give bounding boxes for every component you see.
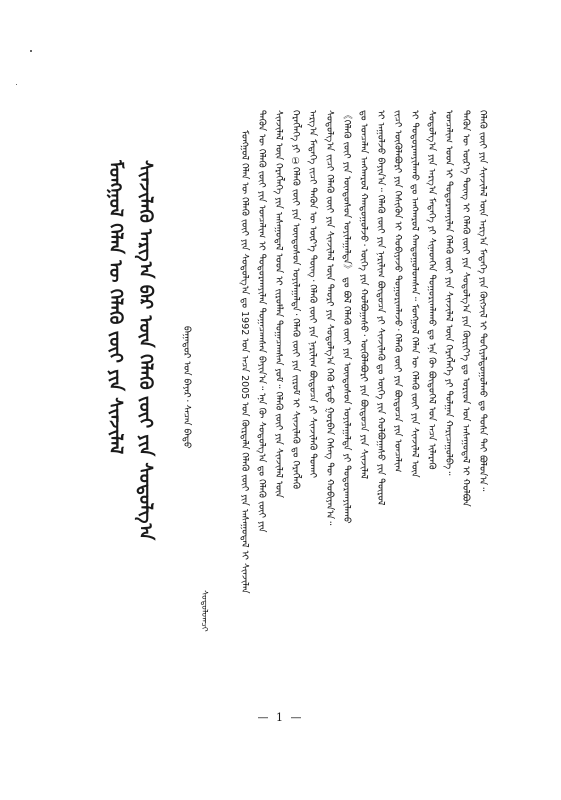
title-line-1: ᠮᠣᠩᠭᠤᠯ ᠬᠡᠯᠡᠨ ᠦ ᠬᠡᠯᠡᠬᠦ ᠵᠦᠢ ᠶᠢᠨ ᠰᠢᠨᠵᠢᠯᠡᠯ bbox=[105, 160, 126, 455]
body-column-1: ᠮᠣᠩᠭᠤᠯ ᠬᠡᠯᠡᠨ ᠦ ᠬᠡᠯᠡᠬᠦ ᠵᠦᠢ ᠶᠢᠨ ᠰᠤᠳᠤᠯᠭ᠎ᠠ ᠳᠤ 1992 ᠣᠨ ᠠᠴᠠ 2005 ᠣᠨ ᠬᠦᠷᠲᠡᠯᠡ ᠬᠡᠯᠡᠬᠦ ᠵᠦᠢ ᠶᠢᠨ ᠠᠰᠠᠭᠤᠳᠠᠯ ᠢ ᠰᠢᠨᠵᠢᠯᠡᠨ bbox=[239, 130, 250, 594]
body-column-15: ᠬᠡᠯᠡᠬᠦ ᠵᠦᠢ ᠶᠢᠨ ᠰᠢᠨᠵᠢᠯᠡᠯ ᠦᠨ ᠠᠷᠭ᠎ᠠ ᠮᠡᠳᠡᠭᠡ ᠶᠢᠨ ᠬᠥᠭᠵᠢᠯ ᠢ ᠲᠣᠬᠢᠶᠠᠯᠳᠤᠭᠤᠯᠬᠤ ᠳᠤ ᠲᠤᠰᠠ ᠲᠠᠢ ᠪᠣᠯᠤᠨ᠎ᠠ᠃ bbox=[477, 110, 488, 492]
body-column-8: ᠳᠤ ᠣᠨᠴᠠᠯᠠᠨ ᠠᠩᠬᠠᠷᠤᠯ ᠬᠠᠨᠳᠤᠭᠤᠯᠵᠤ᠂ ᠦᠭᠡ ᠶᠢᠨ ᠬᠣᠯᠪᠤᠭᠠᠰᠤ᠂ ᠥᠭᠦᠯᠡᠪᠦᠷᠢ ᠶᠢᠨ ᠪᠦᠲᠦᠴᠡ ᠶᠢᠨ ᠰᠢᠨᠵᠢᠯᠡᠯ bbox=[358, 110, 369, 480]
body-column-13: ᠣᠨᠴᠠᠯᠢᠭ ᠤᠳ ᠢ ᠲᠣᠳᠣᠷᠬᠠᠶᠢᠯᠠᠨ ᠬᠡᠯᠡᠬᠦ ᠵᠦᠢ ᠶᠢᠨ ᠰᠢᠨᠵᠢᠯᠡᠯ ᠦᠨ ᠬᠡᠷᠡᠭᠯᠡᠭᠡ ᠶᠢ ᠲᠤᠯᠭᠠᠨ ᠬᠠᠷᠢᠴᠠᠭᠤᠯᠪᠠ᠃ bbox=[443, 110, 454, 476]
page-number: — 1 — bbox=[257, 711, 304, 724]
body-column-6: ᠰᠤᠳᠤᠯᠭ᠎ᠠ ᠵᠢᠴᠢ ᠬᠡᠯᠡᠬᠦ ᠵᠦᠢ ᠶᠢᠨ ᠰᠢᠨᠵᠢᠯᠡᠯ ᠦᠨ ᠲᠡᠤᠷᠢ ᠶᠢᠨ ᠰᠤᠳᠤᠯᠭ᠎ᠠ ᠭᠡᠬᠦ ᠮᠡᠲᠦ ᠭᠤᠷᠪᠠᠨ ᠬᠡᠰᠡᠭ ᠲᠦ ᠬᠤᠪᠢᠶᠠᠨ᠎ᠠ᠃ bbox=[324, 110, 335, 526]
body-column-9: ᠢ ᠠᠭᠤᠯᠵᠤ ᠪᠠᠶᠢᠨ᠎ᠠ᠃ ᠬᠡᠯᠡᠬᠦ ᠵᠦᠢ ᠶᠢᠨ ᠨᠠᠷᠢᠯᠢᠭ ᠪᠦᠲᠦᠴᠡ ᠶᠢ ᠰᠢᠨᠵᠢᠯᠡᠬᠦ ᠳᠤ ᠦᠭᠡ ᠶᠢᠨ ᠬᠣᠯᠪᠤᠭᠠᠰᠤ ᠶᠢᠨ ᠲᠦᠷᠦᠯ bbox=[375, 110, 386, 506]
body-column-10: ᠵᠢᠴᠢ ᠥᠭᠦᠯᠡᠪᠦᠷᠢ ᠶᠢᠨ ᠭᠡᠰᠢᠭᠦᠨ ᠢ ᠬᠤᠪᠢᠶᠠᠵᠤ ᠲᠣᠭᠤᠷᠢᠭᠯᠠᠵᠤ᠂ ᠬᠡᠯᠡᠬᠦ ᠵᠦᠢ ᠶᠢᠨ ᠪᠦᠲᠦᠴᠡ ᠶᠢᠨ ᠣᠨᠴᠠᠯᠢᠭ bbox=[392, 110, 403, 473]
body-column-2: ᠲᠡᠭᠦᠨ ᠦ ᠬᠡᠯᠡᠬᠦ ᠵᠦᠢ ᠶᠢᠨ ᠣᠨᠴᠠᠯᠢᠭ ᠢ ᠲᠣᠳᠣᠷᠬᠠᠶᠢᠯᠠᠨ ᠲᠣᠭᠠᠴᠠᠭᠰᠠᠨ ᠪᠠᠶᠢᠨ᠎ᠠ᠃ ᠡᠨᠡ ᠬᠦ ᠰᠤᠳᠤᠯᠭ᠎ᠠ ᠳᠤ ᠬᠡᠯᠡᠬᠦ ᠵᠦᠢ ᠶᠢᠨ bbox=[256, 110, 267, 533]
body-column-5: ᠠᠷᠭ᠎ᠠ ᠮᠡᠳᠡᠭᠡ ᠵᠢᠴᠢ ᠲᠡᠭᠦᠨ ᠦ ᠦᠷ᠎ᠡ ᠳᠦᠩ᠂ ᠬᠡᠯᠡᠬᠦ ᠵᠦᠢ ᠶᠢᠨ ᠨᠠᠷᠢᠯᠢᠭ ᠪᠦᠲᠦᠴᠡ ᠶᠢ ᠰᠢᠨᠵᠢᠯᠡᠬᠦ ᠲᠤᠬᠠᠢ bbox=[307, 110, 318, 479]
scan-speck bbox=[30, 50, 32, 52]
body-column-4: ᠬᠡᠷᠡᠭᠯᠡᠭᠡ ᠶᠢ ①ᠬᠡᠯᠡᠬᠦ ᠵᠦᠢ ᠶᠢᠨ ᠦᠨᠳᠦᠰᠦᠨ ᠣᠶᠢᠯᠠᠭᠠᠯᠲᠠ᠂ ᠬᠡᠯᠡᠬᠦ ᠵᠦᠢ ᠶᠢᠨ ᠵᠢᠷᠤᠮ ᠢ ᠰᠢᠨᠵᠢᠯᠡᠬᠦ ᠳᠤ ᠬᠡᠷᠡᠭᠯᠡᠬᠦ bbox=[290, 110, 301, 490]
body-column-3: ᠰᠢᠨᠵᠢᠯᠡᠯ ᠦᠨ ᠬᠡᠷᠡᠭᠯᠡᠭᠡ ᠶᠢᠨ ᠠᠰᠠᠭᠤᠳᠠᠯ ᠤᠳ ᠢ ᠵᠢᠷᠤᠮᠯᠠᠨ ᠲᠣᠭᠠᠴᠠᠭᠰᠠᠨ ᠶᠤᠮ᠃ ᠬᠡᠯᠡᠬᠦ ᠵᠦᠢ ᠶᠢᠨ ᠰᠢᠨᠵᠢᠯᠡᠯ ᠦᠨ bbox=[273, 110, 284, 498]
title-line-2: ᠰᠢᠨᠵᠢᠯᠡᠬᠦ ᠠᠷᠭ᠎ᠠ ᠪᠠᠷ ᠦᠨ ᠬᠡᠯᠡᠬᠦ ᠵᠦᠢ ᠶᠢᠨ ᠰᠤᠳᠤᠯᠭ᠎ᠠ bbox=[135, 160, 156, 541]
author-byline-prefix: ᠰᠤᠳᠤᠯᠤᠭᠴᠢ bbox=[199, 590, 209, 632]
author-byline: ᠪᠠᠭᠠᠲᠤᠷ ᠤᠨ ᠪᠠᠶᠠᠷ᠂ ᠰᠡᠴᠡᠨ ᠪᠠᠲᠤ bbox=[181, 326, 192, 449]
body-column-11: ᠢ ᠲᠣᠳᠣᠷᠬᠠᠶᠢᠯᠠᠬᠤ ᠳᠤ ᠠᠩᠬᠠᠷᠤᠯ ᠬᠠᠨᠳᠤᠭᠤᠯᠤᠭᠰᠠᠨ᠃ ᠮᠣᠩᠭᠤᠯ ᠬᠡᠯᠡᠨ ᠦ ᠬᠡᠯᠡᠬᠦ ᠵᠦᠢ ᠶᠢᠨ ᠰᠢᠨᠵᠢᠯᠡᠯ ᠦᠨ bbox=[409, 110, 420, 478]
body-column-14: ᠲᠡᠭᠦᠨ ᠦ ᠦᠷ᠎ᠡ ᠳᠦᠩ ᠢ ᠬᠡᠯᠡᠬᠦ ᠵᠦᠢ ᠶᠢᠨ ᠰᠤᠳᠤᠯᠭ᠎ᠠ ᠶᠢᠨ ᠬᠦᠷᠢᠶ᠎ᠡ ᠳᠤ ᠤᠷᠢᠳ ᠤᠨ ᠠᠰᠠᠭᠤᠳᠠᠯ ᠢ ᠬᠣᠯᠪᠣᠨ bbox=[460, 110, 471, 507]
body-column-7: 《ᠬᠡᠯᠡᠬᠦ ᠵᠦᠢ ᠶᠢᠨ ᠦᠨᠳᠦᠰᠦᠨ ᠣᠶᠢᠯᠠᠭᠠᠯᠲᠠ》 ᠳᠤ ᠪᠤᠯ ᠬᠡᠯᠡᠬᠦ ᠵᠦᠢ ᠶᠢᠨ ᠦᠨᠳᠦᠰᠦᠨ ᠣᠶᠢᠯᠠᠭᠠᠯᠲᠠ ᠶᠢ ᠲᠣᠳᠣᠷᠬᠠᠶᠢᠯᠠᠬᠤ bbox=[341, 110, 352, 524]
body-column-12: ᠰᠤᠳᠤᠯᠭ᠎ᠠ ᠶᠢᠨ ᠠᠷᠭ᠎ᠠ ᠮᠡᠳᠡᠭᠡ ᠶᠢ ᠰᠢᠨᠡᠳᠬᠡᠨ ᠲᠣᠭᠤᠷᠢᠭᠯᠠᠬᠤ ᠳᠤ ᠡᠨᠡ ᠬᠦ ᠪᠦᠲᠦᠭᠡᠯ ᠤᠨ ᠠᠴᠠ ᠢᠯᠡᠷᠡᠬᠦ bbox=[426, 110, 437, 470]
scan-speck bbox=[16, 84, 17, 85]
